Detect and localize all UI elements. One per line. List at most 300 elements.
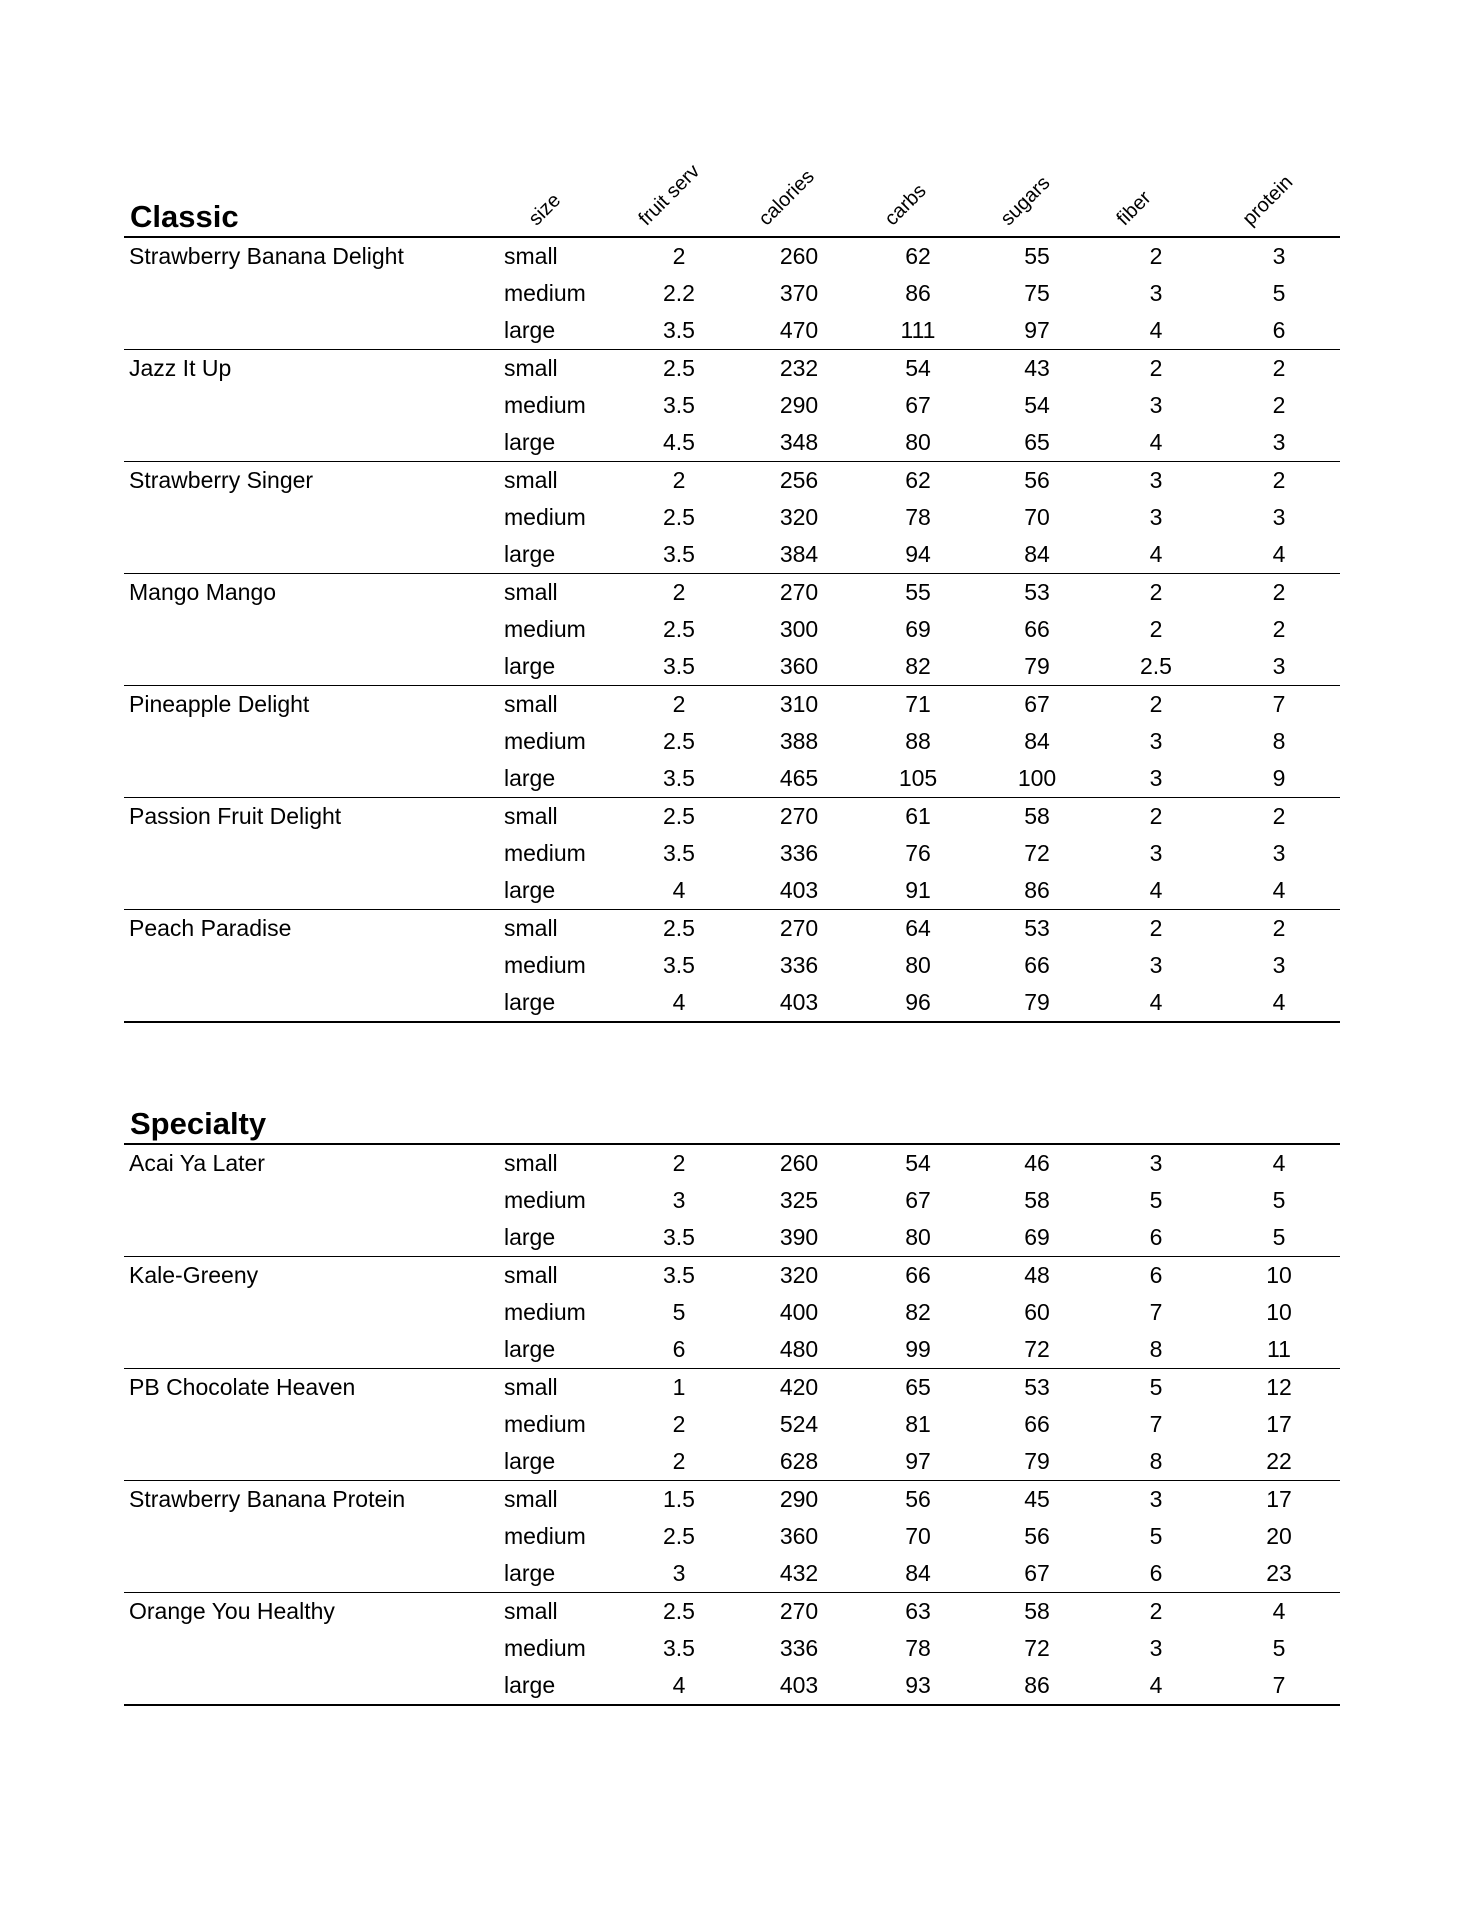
sugars-cell: 45: [1024, 1486, 1050, 1512]
calories-cell: 260: [779, 1150, 819, 1176]
protein-cell: 8: [1272, 728, 1286, 754]
product-group: [124, 910, 1340, 1023]
table-row: [124, 1630, 1340, 1667]
protein-cell: 3: [1272, 429, 1286, 455]
size-cell: medium: [504, 392, 586, 418]
sugars-cell: 53: [1024, 1374, 1050, 1400]
calories-cell: 403: [779, 1672, 819, 1698]
calories-cell: 270: [779, 915, 819, 941]
sugars-cell: 53: [1024, 915, 1050, 941]
fiber-cell: 8: [1149, 1336, 1163, 1362]
protein-cell: 23: [1266, 1560, 1292, 1586]
carbs-cell: 56: [905, 1486, 931, 1512]
section-title: Classic: [130, 199, 239, 234]
carbs-cell: 71: [905, 691, 931, 717]
calories-cell: 320: [779, 504, 819, 530]
sugars-cell: 48: [1024, 1262, 1050, 1288]
sugars-cell: 84: [1024, 728, 1050, 754]
product-group: [124, 1593, 1340, 1706]
fiber-cell: 3: [1149, 467, 1163, 493]
calories-cell: 628: [779, 1448, 819, 1474]
table-row: [124, 723, 1340, 760]
size-cell: medium: [504, 1299, 586, 1325]
fruit-serv-cell: 2.5: [663, 355, 695, 381]
protein-cell: 4: [1272, 1150, 1286, 1176]
calories-cell: 336: [779, 952, 819, 978]
table-row: [124, 424, 1340, 461]
fiber-cell: 2: [1149, 616, 1163, 642]
carbs-cell: 62: [905, 243, 931, 269]
sugars-cell: 72: [1024, 1635, 1050, 1661]
product-group: [124, 574, 1340, 686]
table-row: [124, 1219, 1340, 1256]
protein-cell: 9: [1272, 765, 1286, 791]
fiber-cell: 8: [1149, 1448, 1163, 1474]
fruit-serv-cell: 3.5: [663, 317, 695, 343]
fiber-cell: 2.5: [1140, 653, 1172, 679]
calories-cell: 432: [779, 1560, 819, 1586]
fiber-cell: 5: [1149, 1187, 1163, 1213]
carbs-cell: 88: [905, 728, 931, 754]
table-row: [124, 611, 1340, 648]
carbs-cell: 80: [905, 429, 931, 455]
fiber-cell: 6: [1149, 1224, 1163, 1250]
protein-cell: 22: [1266, 1448, 1292, 1474]
fiber-cell: 5: [1149, 1523, 1163, 1549]
product-name: Pineapple Delight: [129, 691, 310, 717]
calories-cell: 384: [779, 541, 819, 567]
fruit-serv-cell: 3.5: [663, 1224, 695, 1250]
fiber-cell: 3: [1149, 1486, 1163, 1512]
sugars-cell: 53: [1024, 579, 1050, 605]
fiber-cell: 3: [1149, 504, 1163, 530]
sugars-cell: 56: [1024, 467, 1050, 493]
protein-cell: 3: [1272, 243, 1286, 269]
carbs-cell: 82: [905, 653, 931, 679]
fruit-serv-cell: 4.5: [663, 429, 695, 455]
product-name: Jazz It Up: [129, 355, 232, 381]
fruit-serv-cell: 1: [672, 1374, 686, 1400]
sugars-cell: 56: [1024, 1523, 1050, 1549]
fruit-serv-cell: 2.5: [663, 728, 695, 754]
table-row: [124, 499, 1340, 536]
fruit-serv-cell: 3.5: [663, 1635, 695, 1661]
carbs-cell: 54: [905, 355, 931, 381]
calories-cell: 325: [779, 1187, 819, 1213]
calories-cell: 232: [779, 355, 819, 381]
size-cell: medium: [504, 952, 586, 978]
protein-cell: 2: [1272, 392, 1286, 418]
fruit-serv-cell: 2: [672, 1411, 686, 1437]
carbs-cell: 69: [905, 616, 931, 642]
calories-cell: 256: [779, 467, 819, 493]
calories-cell: 310: [779, 691, 819, 717]
fruit-serv-cell: 3.5: [663, 952, 695, 978]
table-row: [124, 760, 1340, 797]
fiber-cell: 2: [1149, 243, 1163, 269]
carbs-cell: 105: [898, 765, 938, 791]
fruit-serv-cell: 3: [672, 1187, 686, 1213]
carbs-cell: 84: [905, 1560, 931, 1586]
fiber-cell: 2: [1149, 691, 1163, 717]
fiber-cell: 3: [1149, 952, 1163, 978]
sugars-cell: 97: [1024, 317, 1050, 343]
calories-cell: 370: [779, 280, 819, 306]
carbs-cell: 99: [905, 1336, 931, 1362]
calories-cell: 388: [779, 728, 819, 754]
sugars-cell: 46: [1024, 1150, 1050, 1176]
calories-cell: 470: [779, 317, 819, 343]
carbs-cell: 78: [905, 1635, 931, 1661]
protein-cell: 7: [1272, 691, 1286, 717]
fiber-cell: 3: [1149, 728, 1163, 754]
size-cell: medium: [504, 840, 586, 866]
calories-cell: 360: [779, 653, 819, 679]
calories-cell: 260: [779, 243, 819, 269]
carbs-cell: 96: [905, 989, 931, 1015]
product-name: Kale-Greeny: [129, 1262, 259, 1288]
calories-cell: 270: [779, 579, 819, 605]
col-header-fiber: fiber: [1112, 186, 1156, 230]
fruit-serv-cell: 2: [672, 691, 686, 717]
sugars-cell: 54: [1024, 392, 1050, 418]
table-row: [124, 312, 1340, 349]
fiber-cell: 6: [1149, 1560, 1163, 1586]
size-cell: medium: [504, 616, 586, 642]
fiber-cell: 2: [1149, 915, 1163, 941]
sugars-cell: 65: [1024, 429, 1050, 455]
product-group: [124, 686, 1340, 798]
sugars-cell: 67: [1024, 691, 1050, 717]
fiber-cell: 3: [1149, 1635, 1163, 1661]
table-row: [124, 1182, 1340, 1219]
fruit-serv-cell: 2.5: [663, 1523, 695, 1549]
fiber-cell: 4: [1149, 429, 1163, 455]
table-row: [124, 1145, 1340, 1182]
fiber-cell: 4: [1149, 317, 1163, 343]
fiber-cell: 6: [1149, 1262, 1163, 1288]
fiber-cell: 3: [1149, 1150, 1163, 1176]
product-name: Passion Fruit Delight: [129, 803, 342, 829]
table-row: [124, 536, 1340, 573]
fruit-serv-cell: 3: [672, 1560, 686, 1586]
fiber-cell: 7: [1149, 1411, 1163, 1437]
fiber-cell: 3: [1149, 280, 1163, 306]
sugars-cell: 58: [1024, 1598, 1050, 1624]
product-group: [124, 238, 1340, 350]
sugars-cell: 58: [1024, 803, 1050, 829]
size-cell: large: [504, 989, 556, 1015]
sugars-cell: 79: [1024, 1448, 1050, 1474]
protein-cell: 12: [1266, 1374, 1292, 1400]
fruit-serv-cell: 2: [672, 1150, 686, 1176]
protein-cell: 2: [1272, 467, 1286, 493]
size-cell: medium: [504, 280, 586, 306]
calories-cell: 290: [779, 1486, 819, 1512]
product-name: Strawberry Banana Delight: [129, 243, 404, 269]
calories-cell: 390: [779, 1224, 819, 1250]
size-cell: small: [504, 243, 558, 269]
size-cell: small: [504, 355, 558, 381]
carbs-cell: 94: [905, 541, 931, 567]
fruit-serv-cell: 3.5: [663, 392, 695, 418]
carbs-cell: 80: [905, 952, 931, 978]
fiber-cell: 4: [1149, 989, 1163, 1015]
sugars-cell: 84: [1024, 541, 1050, 567]
sugars-cell: 86: [1024, 1672, 1050, 1698]
fiber-cell: 2: [1149, 1598, 1163, 1624]
protein-cell: 3: [1272, 840, 1286, 866]
size-cell: large: [504, 653, 556, 679]
fruit-serv-cell: 2: [672, 467, 686, 493]
table-row: [124, 1667, 1340, 1704]
calories-cell: 320: [779, 1262, 819, 1288]
sugars-cell: 72: [1024, 840, 1050, 866]
carbs-cell: 70: [905, 1523, 931, 1549]
table-row: [124, 947, 1340, 984]
fruit-serv-cell: 4: [672, 1672, 686, 1698]
product-name: Strawberry Banana Protein: [129, 1486, 406, 1512]
fiber-cell: 4: [1149, 1672, 1163, 1698]
product-group: [124, 462, 1340, 574]
section-classic: [124, 155, 1340, 1023]
sugars-cell: 43: [1024, 355, 1050, 381]
carbs-cell: 67: [905, 392, 931, 418]
size-cell: large: [504, 1560, 556, 1586]
size-cell: small: [504, 1262, 558, 1288]
sugars-cell: 75: [1024, 280, 1050, 306]
protein-cell: 6: [1272, 317, 1286, 343]
size-cell: small: [504, 691, 558, 717]
carbs-cell: 97: [905, 1448, 931, 1474]
fruit-serv-cell: 1.5: [663, 1486, 695, 1512]
calories-cell: 336: [779, 840, 819, 866]
sugars-cell: 66: [1024, 952, 1050, 978]
fruit-serv-cell: 2.5: [663, 915, 695, 941]
sugars-cell: 66: [1024, 616, 1050, 642]
table-row: [124, 238, 1340, 275]
fruit-serv-cell: 2.2: [663, 280, 695, 306]
table-row: [124, 350, 1340, 387]
fiber-cell: 3: [1149, 765, 1163, 791]
carbs-cell: 86: [905, 280, 931, 306]
size-cell: small: [504, 1150, 558, 1176]
fruit-serv-cell: 4: [672, 989, 686, 1015]
table-row: [124, 648, 1340, 685]
calories-cell: 524: [779, 1411, 819, 1437]
carbs-cell: 55: [905, 579, 931, 605]
protein-cell: 4: [1272, 877, 1286, 903]
protein-cell: 3: [1272, 653, 1286, 679]
fiber-cell: 4: [1149, 877, 1163, 903]
size-cell: small: [504, 1598, 558, 1624]
fiber-cell: 2: [1149, 579, 1163, 605]
fruit-serv-cell: 2: [672, 579, 686, 605]
carbs-cell: 63: [905, 1598, 931, 1624]
protein-cell: 10: [1266, 1262, 1292, 1288]
fruit-serv-cell: 3.5: [663, 541, 695, 567]
sugars-cell: 67: [1024, 1560, 1050, 1586]
calories-cell: 270: [779, 1598, 819, 1624]
table-row: [124, 1518, 1340, 1555]
protein-cell: 10: [1266, 1299, 1292, 1325]
size-cell: small: [504, 579, 558, 605]
table-row: [124, 910, 1340, 947]
carbs-cell: 80: [905, 1224, 931, 1250]
table-row: [124, 574, 1340, 611]
section-header: [124, 155, 1340, 238]
fruit-serv-cell: 2: [672, 243, 686, 269]
carbs-cell: 62: [905, 467, 931, 493]
carbs-cell: 67: [905, 1187, 931, 1213]
col-header-size: size: [524, 189, 566, 230]
table-row: [124, 462, 1340, 499]
size-cell: small: [504, 915, 558, 941]
size-cell: medium: [504, 728, 586, 754]
sugars-cell: 69: [1024, 1224, 1050, 1250]
sugars-cell: 72: [1024, 1336, 1050, 1362]
protein-cell: 4: [1272, 541, 1286, 567]
fiber-cell: 2: [1149, 803, 1163, 829]
calories-cell: 336: [779, 1635, 819, 1661]
product-group: [124, 1257, 1340, 1369]
fruit-serv-cell: 4: [672, 877, 686, 903]
carbs-cell: 65: [905, 1374, 931, 1400]
size-cell: large: [504, 1448, 556, 1474]
product-name: Orange You Healthy: [129, 1598, 335, 1624]
fruit-serv-cell: 3.5: [663, 765, 695, 791]
protein-cell: 2: [1272, 616, 1286, 642]
protein-cell: 2: [1272, 355, 1286, 381]
col-header-fruit-serv: fruit serv: [634, 160, 705, 230]
size-cell: small: [504, 1374, 558, 1400]
calories-cell: 403: [779, 989, 819, 1015]
protein-cell: 2: [1272, 579, 1286, 605]
calories-cell: 400: [779, 1299, 819, 1325]
fiber-cell: 4: [1149, 541, 1163, 567]
size-cell: large: [504, 765, 556, 791]
fiber-cell: 2: [1149, 355, 1163, 381]
fiber-cell: 7: [1149, 1299, 1163, 1325]
size-cell: small: [504, 467, 558, 493]
fruit-serv-cell: 2.5: [663, 1598, 695, 1624]
protein-cell: 20: [1266, 1523, 1292, 1549]
table-row: [124, 1593, 1340, 1630]
carbs-cell: 64: [905, 915, 931, 941]
carbs-cell: 91: [905, 877, 931, 903]
carbs-cell: 54: [905, 1150, 931, 1176]
table-row: [124, 1406, 1340, 1443]
table-row: [124, 1331, 1340, 1368]
protein-cell: 5: [1272, 1635, 1286, 1661]
product-name: PB Chocolate Heaven: [129, 1374, 356, 1400]
size-cell: large: [504, 541, 556, 567]
protein-cell: 3: [1272, 952, 1286, 978]
section-title: Specialty: [130, 1106, 267, 1141]
sugars-cell: 79: [1024, 653, 1050, 679]
table-row: [124, 387, 1340, 424]
product-group: [124, 350, 1340, 462]
fruit-serv-cell: 5: [672, 1299, 686, 1325]
carbs-cell: 81: [905, 1411, 931, 1437]
size-cell: large: [504, 429, 556, 455]
protein-cell: 4: [1272, 1598, 1286, 1624]
protein-cell: 17: [1266, 1411, 1292, 1437]
table-row: [124, 835, 1340, 872]
section-specialty: [124, 1099, 1340, 1706]
fiber-cell: 3: [1149, 392, 1163, 418]
product-group: [124, 1145, 1340, 1257]
fruit-serv-cell: 2.5: [663, 803, 695, 829]
product-group: [124, 798, 1340, 910]
product-name: Acai Ya Later: [129, 1150, 265, 1176]
protein-cell: 5: [1272, 1187, 1286, 1213]
carbs-cell: 82: [905, 1299, 931, 1325]
carbs-cell: 61: [905, 803, 931, 829]
sugars-cell: 55: [1024, 243, 1050, 269]
carbs-cell: 78: [905, 504, 931, 530]
calories-cell: 270: [779, 803, 819, 829]
protein-cell: 2: [1272, 915, 1286, 941]
col-header-calories: calories: [754, 165, 819, 230]
calories-cell: 480: [779, 1336, 819, 1362]
sugars-cell: 58: [1024, 1187, 1050, 1213]
calories-cell: 300: [779, 616, 819, 642]
size-cell: large: [504, 1336, 556, 1362]
fruit-serv-cell: 3.5: [663, 1262, 695, 1288]
size-cell: medium: [504, 1523, 586, 1549]
calories-cell: 348: [779, 429, 819, 455]
fruit-serv-cell: 3.5: [663, 840, 695, 866]
fiber-cell: 5: [1149, 1374, 1163, 1400]
protein-cell: 3: [1272, 504, 1286, 530]
product-name: Mango Mango: [129, 579, 277, 605]
table-row: [124, 1257, 1340, 1294]
size-cell: large: [504, 1224, 556, 1250]
size-cell: medium: [504, 504, 586, 530]
carbs-cell: 66: [905, 1262, 931, 1288]
protein-cell: 17: [1266, 1486, 1292, 1512]
sugars-cell: 79: [1024, 989, 1050, 1015]
section-header: [124, 1099, 1340, 1145]
size-cell: medium: [504, 1187, 586, 1213]
size-cell: medium: [504, 1411, 586, 1437]
table-row: [124, 275, 1340, 312]
sugars-cell: 86: [1024, 877, 1050, 903]
table-row: [124, 798, 1340, 835]
calories-cell: 420: [779, 1374, 819, 1400]
carbs-cell: 111: [900, 317, 936, 343]
size-cell: large: [504, 1672, 556, 1698]
protein-cell: 4: [1272, 989, 1286, 1015]
col-header-protein: protein: [1238, 171, 1298, 230]
sugars-cell: 100: [1017, 765, 1057, 791]
table-row: [124, 1555, 1340, 1592]
sugars-cell: 66: [1024, 1411, 1050, 1437]
protein-cell: 5: [1272, 280, 1286, 306]
calories-cell: 290: [779, 392, 819, 418]
protein-cell: 5: [1272, 1224, 1286, 1250]
size-cell: small: [504, 1486, 558, 1512]
carbs-cell: 76: [905, 840, 931, 866]
table-row: [124, 872, 1340, 909]
table-row: [124, 984, 1340, 1021]
fruit-serv-cell: 2.5: [663, 616, 695, 642]
fruit-serv-cell: 2: [672, 1448, 686, 1474]
sugars-cell: 60: [1024, 1299, 1050, 1325]
size-cell: large: [504, 877, 556, 903]
fruit-serv-cell: 6: [672, 1336, 686, 1362]
